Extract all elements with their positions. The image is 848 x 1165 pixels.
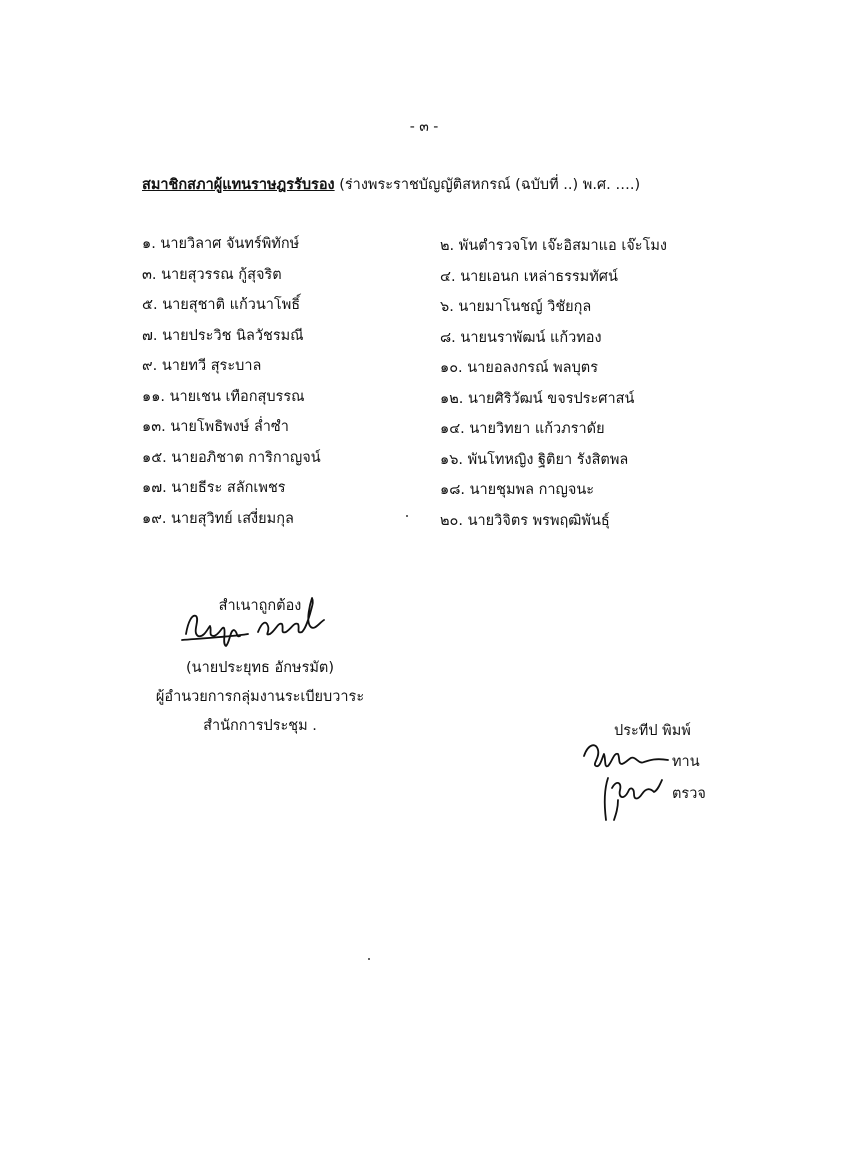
heading-highlight: สมาชิกสภาผู้แทนราษฎรรับรอง	[142, 177, 335, 193]
member-name: ๓. นายสุวรรณ กู้สุจริต	[142, 267, 282, 283]
scan-speck	[406, 515, 408, 517]
member-name: ๖. นายมาโนชญ์ วิชัยกุล	[440, 299, 592, 315]
heading-rest: (ร่างพระราชบัญญัติสหกรณ์ (ฉบับที่ ..) พ.ศ. ….)	[334, 177, 641, 193]
certifier-office: สำนักการประชุม .	[203, 718, 317, 734]
reviewer-label: ทาน	[672, 754, 700, 770]
certifier-name: (นายประยุทธ อักษรมัต)	[186, 660, 334, 676]
handwritten-signature-certifier	[178, 592, 338, 652]
member-name: ๑. นายวิลาศ จันทร์พิทักษ์	[142, 236, 300, 252]
checker-label: ตรวจ	[672, 786, 706, 802]
member-name: ๑๗. นายธีระ สลักเพชร	[142, 480, 286, 496]
scan-speck	[368, 958, 370, 960]
member-name: ๑๑. นายเชน เทือกสุบรรณ	[142, 389, 305, 405]
member-name: ๒๐. นายวิจิตร พรพฤฒิพันธุ์	[440, 513, 610, 529]
member-name: ๑๒. นายศิริวัฒน์ ขจรประศาสน์	[440, 391, 635, 407]
member-name: ๑๐. นายอลงกรณ์ พลบุตร	[440, 360, 598, 376]
member-name: ๑๖. พันโทหญิง ฐิติยา รังสิตพล	[440, 452, 629, 468]
member-name: ๕. นายสุชาติ แก้วนาโพธิ์	[142, 297, 301, 313]
member-name: ๗. นายประวิช นิลวัชรมณี	[142, 328, 304, 344]
handwritten-initials-checker	[598, 770, 672, 822]
certified-copy-label: สำเนาถูกต้อง	[218, 598, 302, 614]
member-name: ๑๔. นายวิทยา แก้วภราดัย	[440, 421, 605, 437]
page-number: - ๓ -	[409, 119, 439, 135]
document-heading	[142, 173, 640, 196]
member-name: ๑๕. นายอภิชาต การิกาญจน์	[142, 450, 321, 466]
member-name: ๑๘. นายชุมพล กาญจนะ	[440, 482, 595, 498]
certifier-position: ผู้อำนวยการกลุ่มงานระเบียบวาระ	[155, 689, 365, 705]
member-name: ๒. พันตำรวจโท เจ๊ะอิสมาแอ เจ๊ะโมง	[440, 238, 668, 254]
typist-line: ประทีป พิมพ์	[614, 723, 691, 739]
member-name: ๑๙. นายสุวิทย์ เสงี่ยมกุล	[142, 511, 294, 527]
member-name: ๘. นายนราพัฒน์ แก้วทอง	[440, 330, 602, 346]
member-name: ๑๓. นายโพธิพงษ์ ล่ำซำ	[142, 419, 289, 435]
handwritten-initials-reviewer	[580, 738, 672, 774]
member-name: ๙. นายทวี สุระบาล	[142, 358, 262, 374]
member-name: ๔. นายเอนก เหล่าธรรมทัศน์	[440, 269, 618, 285]
